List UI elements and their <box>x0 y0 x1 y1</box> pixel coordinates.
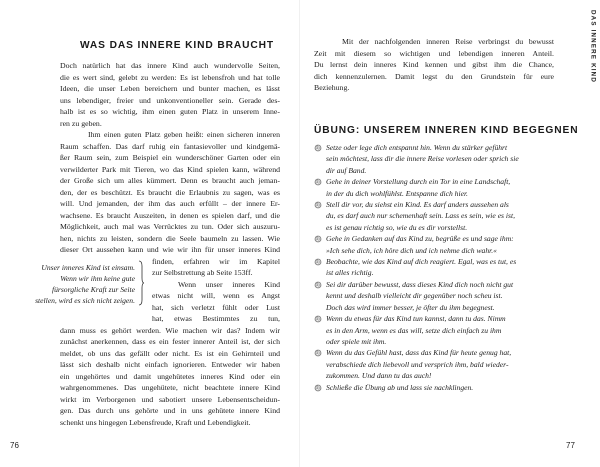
text-line: den, der es beschützt. Es braucht die Erlaubnis zu sagen, was es <box>60 187 280 197</box>
text-line: Beziehung. <box>314 83 350 92</box>
exercise-item-text: Setze oder lege dich entspannt hin. Wenn du stärker geführt sein möchtest, lass dir die innere Reise vorlesen oder sprich sie dir auf Band. <box>326 143 519 175</box>
spiral-bullet-icon <box>314 281 322 289</box>
exercise-item <box>314 313 564 347</box>
spiral-bullet-icon <box>314 384 322 392</box>
exercise-item <box>314 279 564 313</box>
spiral-bullet-icon <box>314 144 322 152</box>
text-line: dich kennenzulernen. Damit legst du den Grundstein für eure <box>314 71 554 81</box>
margin-note-line: fürsorgliche Kraft zur Seite <box>51 285 135 294</box>
text-line: Mit der nachfolgenden inneren Reise verbringst du bewusst <box>342 37 554 46</box>
text-line: ren zu geben. <box>60 118 102 128</box>
exercise-heading: ÜBUNG: UNSEREM INNEREN KIND BEGEGNEN <box>314 125 579 136</box>
spiral-bullet-icon <box>314 349 322 357</box>
text-line: gen. Das durch uns gehörte und in uns gehütete innere Kind <box>60 406 280 415</box>
text-line: dann muss es gehört werden. Wie machen wir das? Indem wir <box>60 325 280 335</box>
spiral-bullet-icon <box>314 201 322 209</box>
text-line: Zeit mit diesem so wichtigen und lebendigen inneren Anteil. <box>314 48 554 58</box>
spiral-bullet-icon <box>314 178 322 186</box>
margin-note-line: Wenn wir ihm keine gute <box>60 274 135 283</box>
text-line: Ihm einen guten Platz geben heißt: einen sicheren inneren <box>88 130 280 139</box>
text-line: verwilderter Park mit Tieren, wo das Kind spielen kann, während <box>60 164 280 174</box>
text-line: uns lebendiger, freier und unkonventioneller sein. Gerade des- <box>60 95 280 105</box>
text-line: Ideen, die unser Leben bereichern und bunter machen, es lässt <box>60 84 280 93</box>
exercise-item <box>314 382 564 393</box>
text-line: Wenn unser inneres Kind <box>178 279 280 289</box>
exercise-item-text: Wenn du etwas für das Kind tun kannst, dann tu das. Nimm es in den Arm, wenn es das will, setze dich einfach zu ihm oder spiele mit ihm. <box>326 314 506 346</box>
text-line: Möglichkeit, auch mal was Verrücktes zu tun. Oder sich auszuru- <box>60 222 280 231</box>
text-line: wahrgenommenes. Das ungehütete, nicht beachtete innere Kind <box>60 383 280 392</box>
exercise-item-text: Gehe in deiner Vorstellung durch ein Tor in eine Landschaft, in der du dich wohlfühlst. Entspanne dich hier. <box>326 177 511 198</box>
exercise-item-text: Wenn du das Gefühl hast, dass das Kind für heute genug hat, verabschiede dich liebevoll und versprich ihm, bald wieder- zukommen. Und dann tu das auch! <box>326 348 512 381</box>
page-number: 76 <box>10 441 19 450</box>
margin-note-line: stellen, wird es sich nicht zeigen. <box>35 296 135 305</box>
text-line: ein ungehörtes und damit ungehütetes inneres Kind oder ein <box>60 371 280 381</box>
page-number: 77 <box>566 441 575 450</box>
section-heading: WAS DAS INNERE KIND BRAUCHT <box>79 40 275 51</box>
intro-text <box>314 36 554 94</box>
exercise-item-text: Beobachte, wie das Kind auf dich reagiert. Egal, was es tut, es ist alles richtig. <box>326 257 517 278</box>
exercise-item <box>314 199 564 233</box>
text-line: hat, etwas Bestimmtes zu tun, <box>152 314 280 323</box>
spiral-bullet-icon <box>314 235 322 243</box>
exercise-item-text: Sei dir darüber bewusst, dass dieses Kind dich noch nicht gut kennt und deshalb vielleicht dir gegenüber noch scheu ist. Doch das wird immer besser, je öfter du ihm begegnest. <box>326 279 514 312</box>
exercise-list <box>314 142 564 393</box>
left-body-text <box>60 60 280 428</box>
text-line: wachsene. Es braucht Auszeiten, in denen es spielen darf, und die <box>60 210 280 220</box>
spiral-bullet-icon <box>314 258 322 266</box>
text-line: etwas nicht will, wenn es Angst <box>152 291 280 300</box>
exercise-item <box>314 347 564 381</box>
text-line: finden, erfahren wir im Kapitel <box>152 256 280 266</box>
text-line: meldet, ob uns das gefällt oder nicht. Es ist ein Gehirnteil und <box>60 348 280 358</box>
right-page <box>300 0 600 467</box>
text-line: hat, sich verletzt fühlt oder Lust <box>152 302 280 312</box>
exercise-item-text: Schließe die Übung ab und lass sie nachklingen. <box>326 382 474 392</box>
text-line: lässt sich deshalb nicht einfach ignorieren. Entweder wir haben <box>60 360 280 369</box>
text-line: zur Selbstrettung ab Seite 153ff. <box>152 268 253 277</box>
text-line: zunächst anerkennen, dass es ein fester innerer Anteil ist, der sich <box>60 337 280 346</box>
exercise-item-text: Gehe in Gedanken auf das Kind zu, begrüße es und sage ihm: »Ich sehe dich, ich höre dich und ich nehme dich wahr.« <box>326 234 514 255</box>
text-line: ßer Raum sein, zum Beispiel ein wunderschöner Garten oder ein <box>60 153 280 162</box>
text-line: die es wert sind, gelebt zu werden: Es ist lebensfroh und hat tolle <box>60 72 280 82</box>
text-line: Du lernst dein inneres Kind kennen und gibst ihm die Chance, <box>314 60 554 69</box>
curly-brace-icon <box>138 260 144 306</box>
text-line: Doch natürlich hat das innere Kind auch wundervolle Seiten, <box>60 61 280 70</box>
exercise-item-text: Stell dir vor, du siehst ein Kind. Es darf anders aussehen als du, es darf auch nur schemenhaft sein. Lass es sein, wie es ist, es ist genau richtig so, wie du es dir vorstellst. <box>326 200 515 232</box>
exercise-item <box>314 176 564 199</box>
text-line: halb ist es so wichtig, ihm einen guten Platz in unserem Inne- <box>60 107 280 116</box>
text-line: der Große sich um alles kümmert. Denn es braucht auch jeman- <box>60 176 280 185</box>
text-line: wirkt im Verborgenen und sabotiert unsere Lebensentscheidun- <box>60 394 280 404</box>
exercise-item <box>314 142 564 176</box>
text-line: Raum schaffen. Das darf ruhig ein fantasievoller und kindgemä- <box>60 141 280 151</box>
text-line: hen, nichts zu leisten, sondern die Seele baumeln zu lassen. Wie <box>60 233 280 243</box>
margin-note <box>20 262 135 306</box>
text-line: will. Und jemanden, der ihm das auch erfüllt – der innere Er- <box>60 199 280 208</box>
running-head-text: DAS INNERE KIND <box>589 10 597 84</box>
spiral-bullet-icon <box>314 315 322 323</box>
text-line: schenkt uns hingegen Lebensfreude, Kraft und Lebendigkeit. <box>60 417 251 427</box>
exercise-item <box>314 256 564 279</box>
margin-note-line: Unser inneres Kind ist einsam. <box>41 263 135 272</box>
text-line: dieser Ort aussehen kann und wie wir ihn für unser inneres Kind <box>60 245 280 254</box>
exercise-item <box>314 233 564 256</box>
running-head <box>588 10 598 130</box>
